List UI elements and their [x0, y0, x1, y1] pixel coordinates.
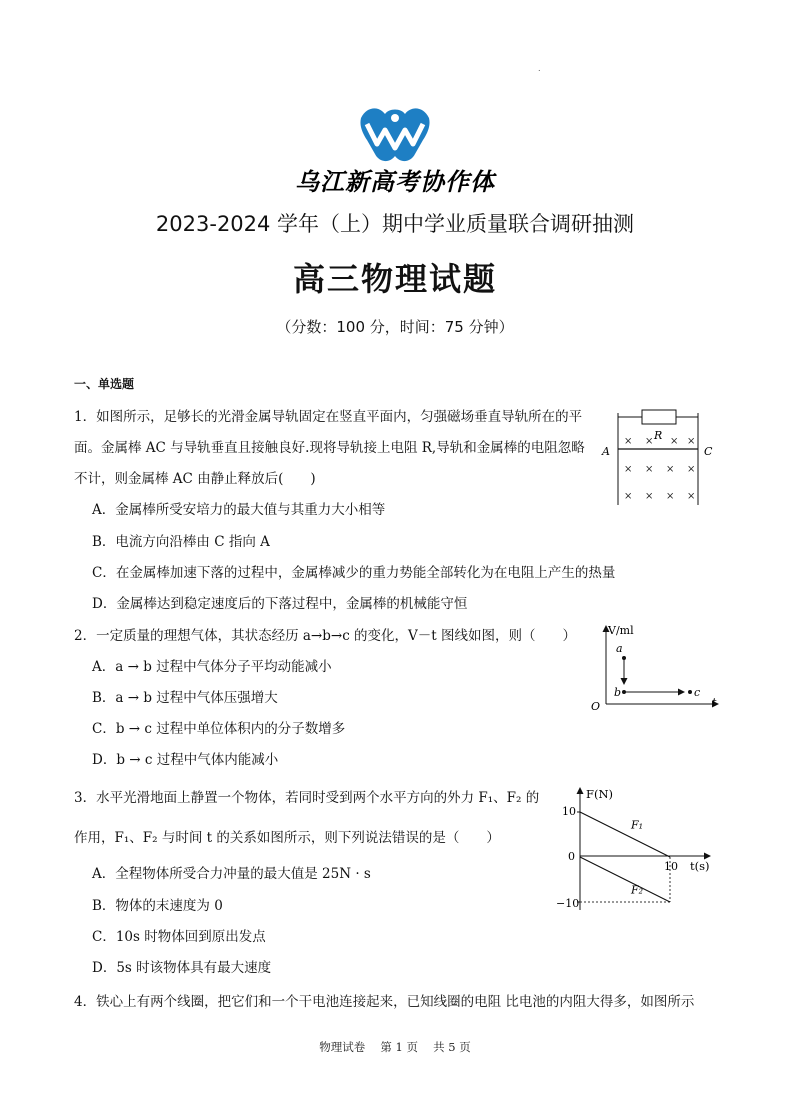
- axis-label-v: V/ml: [608, 624, 634, 637]
- y-tick-label: 0: [568, 850, 575, 863]
- series-line-2: [580, 857, 670, 902]
- label-a: A: [602, 445, 610, 458]
- q3-force-time-chart: [550, 782, 720, 916]
- y-tick-label: −10: [556, 897, 580, 910]
- series-label-1: F₁: [631, 818, 644, 832]
- cross: ×: [666, 491, 675, 502]
- q1-stem-line: 面。金属棒 AC 与导轨垂直且接触良好.现将导轨接上电阻 R,导轨和金属棒的电阻忽略: [74, 440, 585, 456]
- q2-stem: 2．一定质量的理想气体，其状态经历 a→b→c 的变化，V－t 图线如图，则（ ）: [74, 628, 577, 644]
- x-axis-label: t(s): [690, 859, 710, 873]
- q3-option-c[interactable]: C．10s 时物体回到原出发点: [92, 929, 266, 945]
- page-footer: 物理试卷 第 1 页 共 5 页: [319, 1040, 471, 1054]
- label-c: c: [694, 686, 701, 699]
- q1-option-c[interactable]: C．在金属棒加速下落的过程中，金属棒减少的重力势能全部转化为在电阻上产生的热量: [92, 565, 616, 581]
- q1-figure: [600, 405, 720, 507]
- q2-option-d[interactable]: D．b → c 过程中气体内能减小: [92, 752, 279, 768]
- exam-meta: （分数：100 分，时间：75 分钟）: [276, 318, 514, 336]
- q1-option-d[interactable]: D．金属棒达到稳定速度后的下落过程中，金属棒的机械能守恒: [92, 596, 468, 612]
- q1-option-b[interactable]: B．电流方向沿棒由 C 指向 A: [92, 534, 270, 550]
- cross: ×: [645, 491, 654, 502]
- q4-stem-line: 4．铁心上有两个线圈，把它们和一个干电池连接起来，已知线圈的电阻 比电池的内阻大得多，如图所示: [74, 994, 695, 1010]
- top-mark: .: [538, 64, 541, 73]
- q2-option-c[interactable]: C．b → c 过程中单位体积内的分子数增多: [92, 721, 346, 737]
- y-axis-label: F(N): [586, 787, 614, 801]
- origin-label: O: [591, 700, 601, 713]
- cross: ×: [624, 436, 633, 447]
- x-tick-label: 10: [664, 860, 678, 873]
- cross: ×: [687, 436, 696, 447]
- label-r: R: [654, 429, 663, 442]
- q3-option-b[interactable]: B．物体的末速度为 0: [92, 898, 223, 914]
- series-label-2: F₂: [631, 883, 644, 897]
- cross: ×: [645, 464, 654, 475]
- label-a: a: [616, 642, 623, 655]
- q2-option-a[interactable]: A．a → b 过程中气体分子平均动能减小: [92, 659, 332, 675]
- cross: ×: [624, 491, 633, 502]
- cross: ×: [624, 464, 633, 475]
- section-title: 一、单选题: [74, 377, 135, 391]
- label-c: C: [704, 445, 713, 458]
- cross: ×: [666, 464, 675, 475]
- cross: ×: [670, 436, 679, 447]
- exam-subtitle: 2023-2024 学年（上）期中学业质量联合调研抽测: [155, 212, 635, 236]
- q3-option-d[interactable]: D．5s 时该物体具有最大速度: [92, 960, 272, 976]
- q3-stem-line: 3．水平光滑地面上静置一个物体，若同时受到两个水平方向的外力 F₁、F₂ 的: [74, 790, 540, 806]
- q3-stem-line: 作用，F₁、F₂ 与时间 t 的关系如图所示，则下列说法错误的是（ ）: [74, 830, 500, 846]
- resistor: [642, 410, 676, 424]
- y-tick-label: 10: [562, 805, 576, 818]
- cross: ×: [687, 464, 696, 475]
- q2-figure: [586, 620, 726, 714]
- brand-name: 乌江新高考协作体: [295, 168, 495, 196]
- cross: ×: [687, 491, 696, 502]
- series-line-1: [580, 812, 670, 857]
- q1-stem-line: 1．如图所示，足够长的光滑金属导轨固定在竖直平面内，匀强磁场垂直导轨所在的平: [74, 409, 583, 425]
- q1-option-a[interactable]: A．金属棒所受安培力的最大值与其重力大小相等: [92, 502, 386, 518]
- page-title: 高三物理试题: [292, 260, 497, 298]
- q2-option-b[interactable]: B．a → b 过程中气体压强增大: [92, 690, 278, 706]
- label-b: b: [614, 686, 622, 699]
- q3-option-a[interactable]: A．全程物体所受合力冲量的最大值是 25N · s: [92, 866, 371, 882]
- field-crosses: [624, 436, 695, 502]
- q1-stem-line: 不计，则金属棒 AC 由静止释放后( ): [74, 471, 316, 487]
- logo-icon: [357, 104, 433, 166]
- point-c: [688, 690, 692, 694]
- axis-label-t: t: [712, 696, 717, 709]
- cross: ×: [645, 436, 654, 447]
